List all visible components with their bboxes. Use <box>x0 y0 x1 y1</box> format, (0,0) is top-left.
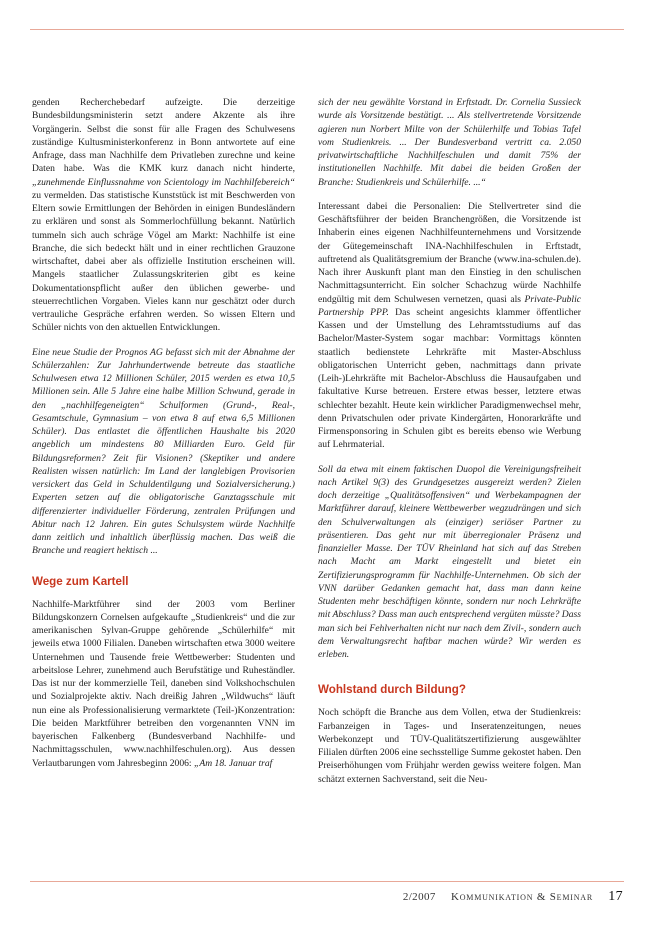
right-p2-rest: Das scheint angesichts klammer öffentlicher Kassen und der Umstellung des Lehramtsstudiums auf das Bachelor/Master-System sogar machbar: Vormittags könnten staatlich bedienstete Lehrkräfte mit Master-Abschluss obligatorischen Unterricht geben, nachmittags dann private (Leih-)Lehrkräfte mit Bachelor-Abschluss die Hausaufgaben und fakultative Kurse betreuen. Erstere etwas besser, letztere etwas schlechter bezahlt. Heute kein wirklicher Paradigmenwechsel mehr, denn Privatschulen oder private Kindergärten, Honorarkräfte und Firmensponsoring in Schulen gibt es bereits ebenso wie Werbung auf Lehrmaterial. <box>318 306 581 451</box>
left-paragraph-3 <box>32 598 295 770</box>
right-paragraph-4: Noch schöpft die Branche aus dem Vollen, etwa der Studienkreis: Farbanzeigen in Tages- und Inseratenzeitungen, neues Werbekonzept und TÜV-Qualitätszertifizierung ausgewählter Filialen dürften 2006 eine sechsstellige Summe gekostet haben. Den Preiserhöhungen vom Frühjahr werden gewiss weitere folgen. Man schätzt externen Sachverstand, seit die Neu- <box>318 707 581 785</box>
section-heading-kartell: Wege zum Kartell <box>32 574 129 588</box>
right-paragraph-1: sich der neu gewählte Vorstand in Erftstadt. Dr. Cornelia Sussieck wurde als Vorsitzende bestätigt. ... Als stellvertretende Vorsitzende agieren nun Norbert Milte von der Schülerhilfe und Tobias Tafel vom Studienkreis. ... Der Bundesverband vertritt ca. 2.050 privatwirtschaftliche Nachhilfeschulen und damit 75% der institutionellen Nachhilfe. Mit dabei die beiden Großen der Branche: Studienkreis und Schülerhilfe. ...“ <box>318 97 581 188</box>
page-footer <box>403 889 623 905</box>
right-paragraph-3: Soll da etwa mit einem faktischen Duopol die Vereinigungsfreiheit nach Artikel 9(3) des Grundgesetzes ausgereizt werden? Zielen doch derzeitige „Qualitätsoffensiven“ und Werbekampagnen der Marktführer darauf, kleinere Wettbewerber wegzudrängen und sich den Schulverwaltungen als (einziger) seriöser Partner zu präsentieren. Das geht nur mit überregionaler Präsenz und finanzieller Masse. Der TÜV Rheinland hat sich auf das Streben nach Macht am Markt eingestellt und bietet ein Zertifizierungsprogramm für Nachhilfe-Unternehmen. Ob sich der VNN darüber Gedanken gemacht hat, dass man dann keine Studenten mehr beschäftigen könnte, sondern nur noch Lehrkräfte mit Abschluss? Dass man auch entsprechend vergüten müsste? Dass man sich bei Fehlverhalten nicht nur nach dem Zivil-, sondern auch dem Verwaltungsrecht haftbar machen würde? Wir werden es erleben. <box>318 463 581 660</box>
top-rule <box>30 29 624 30</box>
magazine-title: Kommunikation & Seminar <box>450 891 594 903</box>
left-p3-quote: „Am 18. Januar traf <box>194 757 273 769</box>
issue-number: 2/2007 <box>402 891 436 903</box>
left-p1-quote: „zunehmende Einflussnahme von Scientology im Nachhilfebereich“ <box>32 176 295 188</box>
right-p2-text: Interessant dabei die Personalien: Die Stellvertreter sind die Geschäftsführer der beiden Branchengrößen, die Vorsitzende ist Inhaberin eines eigenen Nachhilfeunternehmens und Vorsitzende der Gütegemeinschaft INA-Nachhilfeschulen in Erftstadt, auftretend als Qualitätsgremium der Branche (www.ina-schulen.de). Nach ihrer Auskunft plant man den Einstieg in den schulischen Nachmittagsunterricht. Ein solcher Schachzug würde Nachhilfe endgültig mit dem Schulwesen vernetzen, quasi als <box>318 200 581 305</box>
right-paragraph-2 <box>318 200 581 452</box>
right-column <box>318 96 581 797</box>
right-p2-italic: Private-Public Partnership PPP. <box>318 293 582 318</box>
section-heading-wohlstand: Wohlstand durch Bildung? <box>318 683 466 697</box>
left-p1-rest: zu vermelden. Das statistische Kunststück ist mit Beschwerden von Eltern sowie Ermittlungen der Behörden in einigen Bundesländern zu erklären und sonst als Sommerlochfüllung bekannt. Natürlich tummeln sich auch schräge Vögel am Markt: Nachhilfe ist eine Branche, die sich bedeckt hält und in einer rechtlichen Grauzone wirtschaftet, dabei aber als offizielle Institution erscheinen will. Mangels staatlicher Zulassungskriterien gibt es keine Dokumentationspflicht außer den üblichen gewerbe- und steuerrechtlichen Vorgaben. Vieles kann nur geschätzt oder durch vertrauliche Gespräche erfahren werden. So wissen Eltern und Schüler nichts von den aktuellen Entwicklungen. <box>32 189 295 334</box>
bottom-rule <box>30 881 624 882</box>
left-p3-text: Nachhilfe-Marktführer sind der 2003 vom Berliner Bildungskonzern Cornelsen aufgekaufte „Studienkreis“ und die zur amerikanischen Sylvan-Gruppe gehörende „Schülerhilfe“ mit jeweils etwa 1000 Filialen. Daneben wirtschaften etwa 3000 weitere Unternehmen und Tausende freie Wettbewerber: Studenten und arbeitslose Lehrer, zunehmend auch Berufstätige und Ruheständler. Das ist nur der kommerzielle Teil, daneben sind Volkshochschulen und Sozialprojekte aktiv. Nach dreißig Jahren „Wildwuchs“ läuft nun eine als Professionalisierung vermarktete (Teil-)Konzentration: Die beiden Marktführer betreiben den vorgenannten VNN im bayerischen Falkenberg (Bundesverband Nachhilfe- und Nachmittagsschulen, www.nachhilfeschulen.org). Aus dessen Verlautbarungen vom Jahresbeginn 2006: <box>32 598 295 769</box>
left-paragraph-1 <box>32 96 295 335</box>
left-column <box>32 96 295 781</box>
page-number: 17 <box>608 889 623 904</box>
left-p1-text: genden Recherchebedarf aufzeigte. Die derzeitige Bundesbildungsministerin setzt andere Akzente als ihre Vorgängerin. Selbst die sonst für alle Fragen des Schulwesens zuständige Kultusministerkonferenz in Bonn antwortete auf eine Anfrage, dass man Nachhilfe dem Privatleben zurechne und keine Daten habe. Was die KMK kurz danach nicht hinderte, <box>32 97 295 175</box>
left-paragraph-2: Eine neue Studie der Prognos AG befasst sich mit der Abnahme der Schülerzahlen: Zur Jahrhundertwende betreute das staatliche Schulwesen etwa 12 Millionen Schüler, 2015 werden es etwa 10,5 Millionen sein. Alle 5 Jahre eine halbe Million Schwund, gerade in den „nachhilfegeneigten“ Schulformen (Grund-, Real-, Gesamtschule, Gymnasium – von etwa 8 auf etwa 6,5 Millionen Schüler). Das entlastet die öffentlichen Haushalte bis 2020 angeblich um mindestens 80 Milliarden Euro. Geld für Bildungsreformen? Zeit für Visionen? (Skeptiker und andere Realisten wissen natürlich: Im Land der langlebigen Provisorien versickert das Geld in Schuldentilgung und Sozialversicherung.) Experten setzen auf die obligatorische Ganztagsschule mit differenzierter individueller Förderung, zentralen Prüfungen und Abitur nach 12 Jahren. Ein gutes Schulsystem würde Nachhilfe dann zeitlich und inhaltlich überflüssig machen. Das weiß die Branche und reagiert hektisch ... <box>32 346 295 557</box>
